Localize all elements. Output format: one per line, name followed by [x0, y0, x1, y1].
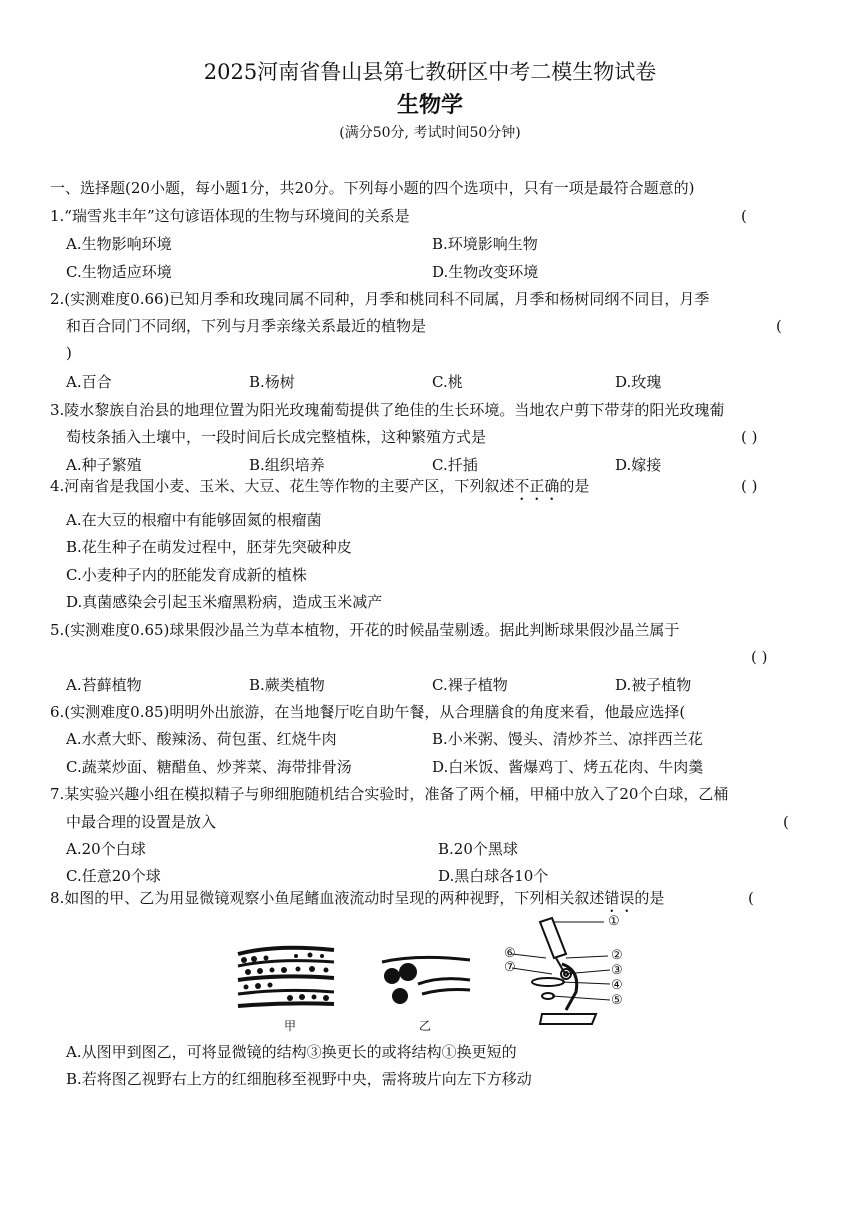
question-3-option-c: C.扦插 — [432, 456, 478, 474]
question-6-option-b: B.小米粥、馒头、清炒芥兰、凉拌西兰花 — [432, 730, 703, 748]
question-3-stem-line1: 3.陵水黎族自治县的地理位置为阳光玫瑰葡萄提供了绝佳的生长环境。当地农户剪下带芽的阳光玫瑰葡 — [50, 401, 725, 419]
question-2-stem-line1: 2.(实测难度0.66)已知月季和玫瑰同属不同种，月季和桃同科不同属，月季和杨树同纲不同目，月季 — [50, 290, 710, 308]
question-7-stem-line1: 7.某实验兴趣小组在模拟精子与卵细胞随机结合实验时，准备了两个桶，甲桶中放入了20个白球，乙桶 — [50, 785, 729, 803]
question-7-option-d: D.黑白球各10个 — [438, 867, 549, 885]
microscope-label-7: ⑦ — [504, 960, 516, 975]
subject-title: 生物学 — [396, 93, 463, 118]
figure-yi-capillary — [378, 950, 474, 1010]
question-8-option-b: B.若将图乙视野右上方的红细胞移至视野中央，需将玻片向左下方移动 — [66, 1070, 532, 1088]
question-4-stem — [50, 476, 589, 504]
exam-info: (满分50分, 考试时间50分钟) — [339, 125, 521, 141]
question-4-emphasis: 不正确 — [514, 477, 560, 495]
microscope-label-2: ② — [611, 948, 623, 963]
section-heading: 一、选择题(20小题，每小题1分，共20分。下列每小题的四个选项中，只有一项是最符合题意的) — [50, 179, 695, 197]
microscope-label-4: ④ — [611, 978, 623, 993]
question-7-option-a: A.20个白球 — [66, 840, 146, 858]
microscope-label-1: ① — [608, 914, 620, 929]
question-2-option-d: D.玫瑰 — [615, 373, 662, 391]
question-2-option-b: B.杨树 — [249, 373, 295, 391]
question-3-option-b: B.组织培养 — [249, 456, 325, 474]
question-1-option-a: A.生物影响环境 — [66, 235, 172, 253]
question-4-answer-paren: ( ) — [741, 477, 758, 495]
question-8-answer-paren: ( — [748, 889, 754, 907]
question-4-stem-pre: 4.河南省是我国小麦、玉米、大豆、花生等作物的主要产区，下列叙述 — [50, 477, 515, 495]
question-4-stem-post: 的是 — [559, 477, 590, 495]
question-7-stem-line2: 中最合理的设置是放入 — [66, 813, 217, 831]
question-2-answer-paren: ( — [776, 317, 782, 335]
question-4-option-c: C.小麦种子内的胚能发育成新的植株 — [66, 566, 307, 584]
question-3-option-d: D.嫁接 — [615, 456, 662, 474]
question-4-option-b: B.花生种子在萌发过程中，胚芽先突破种皮 — [66, 538, 352, 556]
microscope-label-6: ⑥ — [504, 946, 516, 961]
question-6-stem: 6.(实测难度0.85)明明外出旅游，在当地餐厅吃自助午餐，从合理膳食的角度来看，他最应选择( — [50, 703, 686, 721]
question-4-option-d: D.真菌感染会引起玉米瘤黑粉病，造成玉米减产 — [66, 593, 383, 611]
question-8-stem-pre: 8.如图的甲、乙为用显微镜观察小鱼尾鳍血液流动时呈现的两种视野，下列相关叙述 — [50, 889, 605, 907]
question-6-option-c: C.蔬菜炒面、糖醋鱼、炒荠菜、海带排骨汤 — [66, 758, 352, 776]
question-5-option-b: B.蕨类植物 — [249, 676, 325, 694]
microscope-label-3: ③ — [611, 963, 623, 978]
figure-yi-label: 乙 — [419, 1019, 432, 1033]
question-1-stem: 1.“瑞雪兆丰年”这句谚语体现的生物与环境间的关系是 — [50, 207, 410, 225]
question-7-answer-paren: ( — [783, 813, 789, 831]
question-2-option-a: A.百合 — [66, 373, 112, 391]
question-6-option-d: D.白米饭、酱爆鸡丁、烤五花肉、牛肉羹 — [432, 758, 704, 776]
question-1-option-c: C.生物适应环境 — [66, 263, 172, 281]
question-5-option-c: C.裸子植物 — [432, 676, 508, 694]
question-5-option-d: D.被子植物 — [615, 676, 692, 694]
question-7-option-b: B.20个黑球 — [438, 840, 518, 858]
question-3-option-a: A.种子繁殖 — [66, 456, 142, 474]
question-5-stem: 5.(实测难度0.65)球果假沙晶兰为草本植物，开花的时候晶莹剔透。据此判断球果假沙晶兰属于 — [50, 621, 680, 639]
question-4-option-a: A.在大豆的根瘤中有能够固氮的根瘤菌 — [66, 511, 322, 529]
question-8-stem — [50, 888, 664, 916]
question-2-answer-paren-close: ) — [66, 344, 72, 362]
figure-jia-blood-vessels — [236, 940, 338, 1014]
question-1-option-b: B.环境影响生物 — [432, 235, 538, 253]
microscope-label-5: ⑤ — [611, 993, 623, 1008]
question-6-option-a: A.水煮大虾、酸辣汤、荷包蛋、红烧牛肉 — [66, 730, 337, 748]
question-8-option-a: A.从图甲到图乙，可将显微镜的结构③换更长的或将结构①换更短的 — [66, 1043, 517, 1061]
question-5-answer-paren: ( ) — [751, 648, 768, 666]
question-3-stem-line2: 萄枝条插入土壤中，一段时间后长成完整植株，这种繁殖方式是 — [66, 428, 487, 446]
question-2-stem-line2: 和百合同门不同纲，下列与月季亲缘关系最近的植物是 — [66, 317, 427, 335]
question-1-option-d: D.生物改变环境 — [432, 263, 539, 281]
question-8-emphasis: 错误 — [604, 889, 635, 907]
question-5-option-a: A.苔藓植物 — [66, 676, 142, 694]
question-8-stem-post: 的是 — [634, 889, 665, 907]
question-3-answer-paren: ( ) — [741, 428, 758, 446]
question-2-option-c: C.桃 — [432, 373, 463, 391]
exam-title: 2025河南省鲁山县第七教研区中考二模生物试卷 — [203, 60, 657, 84]
figure-jia-label: 甲 — [284, 1019, 297, 1033]
question-1-answer-paren: ( — [741, 207, 747, 225]
question-7-option-c: C.任意20个球 — [66, 867, 161, 885]
